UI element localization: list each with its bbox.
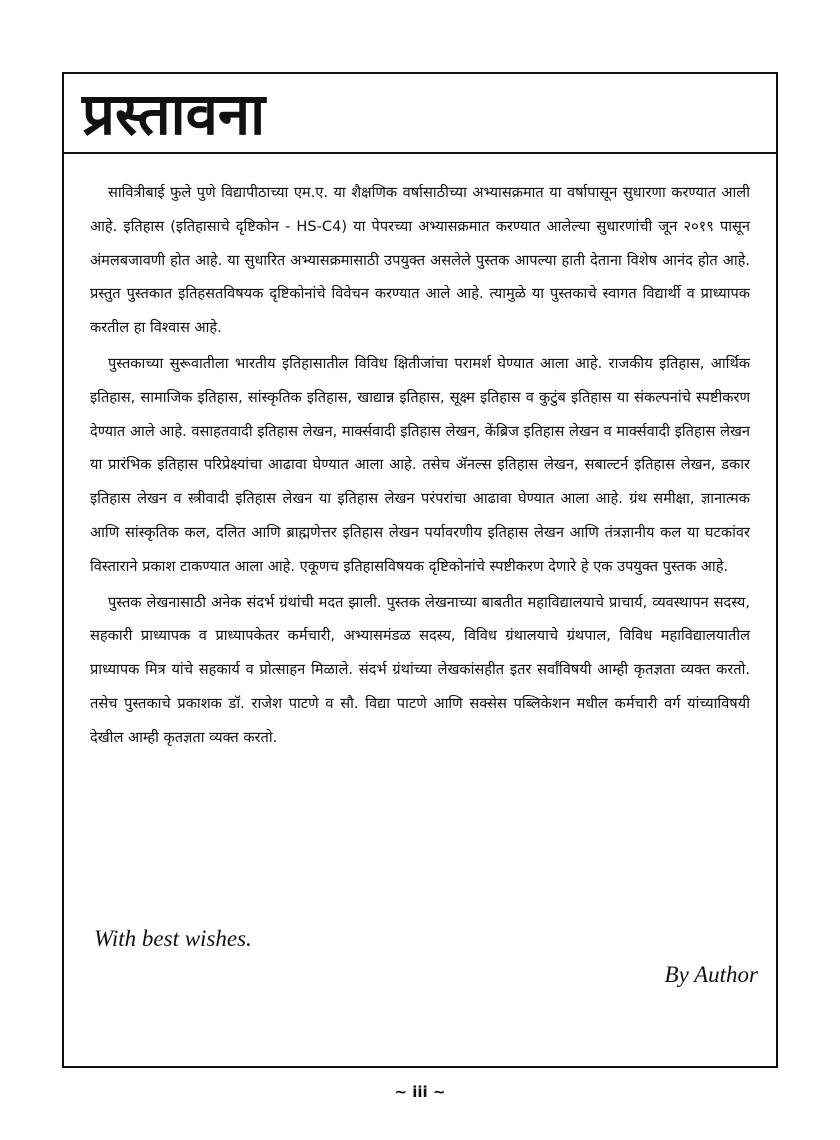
author-signature: By Author	[664, 962, 758, 987]
paragraph-contents: पुस्तकाच्या सुरूवातीला भारतीय इतिहासातील विविध क्षितीजांचा परामर्श घेण्यात आला आहे. राजकीय इतिहास, आर्थिक इतिहास, सामाजिक इतिहास, सांस्कृतिक इतिहास, खाद्यान्न इतिहास, सूक्ष्म इतिहास व कुटुंब इतिहास या संकल्पनांचे स्पष्टीकरण देण्यात आले आहे. वसाहतवादी इतिहास लेखन, मार्क्सवादी इतिहास लेखन, केंब्रिज इतिहास लेखन व मार्क्सवादी इतिहास लेखन या प्रारंभिक इतिहास परिप्रेक्ष्यांचा आढावा घेण्यात आला आहे. तसेच ॲनल्स इतिहास लेखन, सबाल्टर्न इतिहास लेखन, डकार इतिहास लेखन व स्त्रीवादी इतिहास लेखन या इतिहास लेखन परंपरांचा आढावा घेण्यात आला आहे. ग्रंथ समीक्षा, ज्ञानात्मक आणि सांस्कृतिक कल, दलित आणि ब्राह्मणेत्तर इतिहास लेखन पर्यावरणीय इतिहास लेखन आणि तंत्रज्ञानीय कल या घटकांवर विस्ताराने प्रकाश टाकण्यात आला आहे. एकूणच इतिहासविषयक दृष्टिकोनांचे स्पष्टीकरण देणारे हे एक उपयुक्त पुस्तक आहे.	[90, 354, 750, 575]
page-title: प्रस्तावना	[82, 80, 266, 148]
page-number: ~ iii ~	[394, 1083, 446, 1101]
paragraph-intro: सावित्रीबाई फुले पुणे विद्यापीठाच्या एम.ए. या शैक्षणिक वर्षासाठीच्या अभ्यासक्रमात या वर्षापासून सुधारणा करण्यात आली आहे. इतिहास (इतिहासाचे दृष्टिकोन - HS-C4) या पेपरच्या अभ्यासक्रमात करण्यात आलेल्या सुधारणांची जून २०१९ पासून अंमलबजावणी होत आहे. या सुधारित अभ्यासक्रमासाठी उपयुक्त असलेले पुस्तक आपल्या हाती देताना विशेष आनंद होत आहे. प्रस्तुत पुस्तकात इतिहसतविषयक दृष्टिकोनांचे विवेचन करण्यात आले आहे. त्यामुळे या पुस्तकाचे स्वागत विद्यार्थी व प्राध्यापक करतील हा विश्वास आहे.	[90, 184, 750, 337]
page-frame	[62, 72, 778, 1068]
preface-body	[90, 176, 750, 757]
closing-wishes: With best wishes.	[94, 926, 252, 951]
title-divider	[64, 152, 776, 154]
paragraph-acknowledgements: पुस्तक लेखनासाठी अनेक संदर्भ ग्रंथांची मदत झाली. पुस्तक लेखनाच्या बाबतीत महाविद्यालयाचे प्राचार्य, व्यवस्थापन सदस्य, सहकारी प्राध्यापक व प्राध्यापकेतर कर्मचारी, अभ्यासमंडळ सदस्य, विविध ग्रंथालयाचे ग्रंथपाल, विविध महाविद्यालयातील प्राध्यापक मित्र यांचे सहकार्य व प्रोत्साहन मिळाले. संदर्भ ग्रंथांच्या लेखकांसहीत इतर सर्वांविषयी आम्ही कृतज्ञता व्यक्त करतो. तसेच पुस्तकाचे प्रकाशक डॉ. राजेश पाटणे व सौ. विद्या पाटणे आणि सक्सेस पब्लिकेशन मधील कर्मचारी वर्ग यांच्याविषयी देखील आम्ही कृतज्ञता व्यक्त करतो.	[90, 593, 750, 746]
